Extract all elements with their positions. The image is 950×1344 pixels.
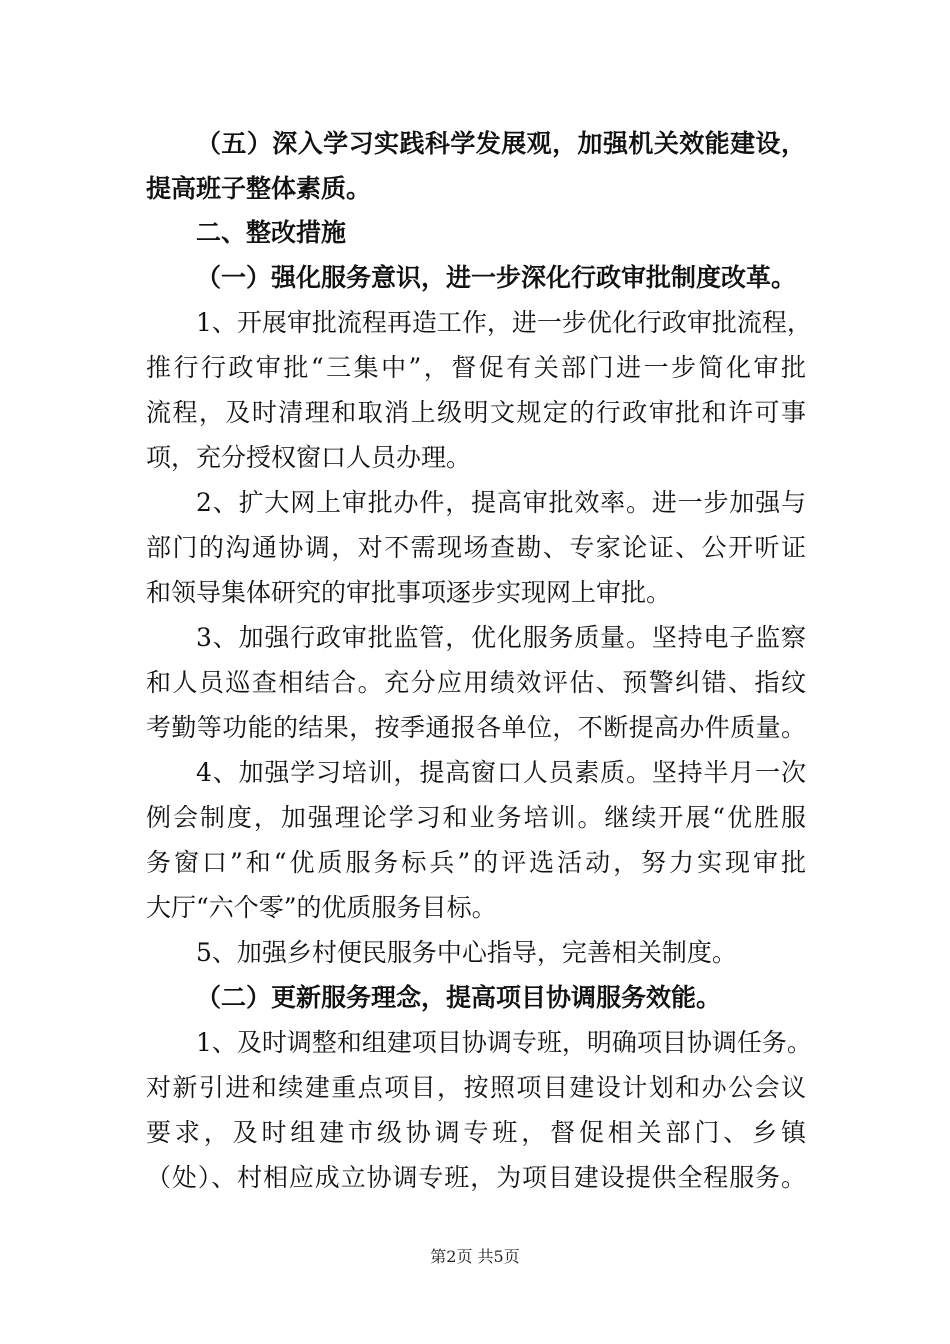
paragraph-4-line2: 例会制度，加强理论学习和业务培训。继续开展“优胜服: [146, 803, 806, 832]
section-heading-five-line2: 提高班子整体素质。: [146, 174, 372, 203]
subsection-heading-one: （一）强化服务意识，进一步深化行政审批制度改革。: [196, 263, 797, 292]
section-heading-measures: 二、整改措施: [196, 218, 347, 247]
paragraph-3-line2: 和人员巡查相结合。充分应用绩效评估、预警纠错、指纹: [146, 668, 806, 697]
paragraph-1-line2: 推行行政审批“三集中”，督促有关部门进一步简化审批: [146, 353, 806, 382]
paragraph-1-line1: 1、开展审批流程再造工作，进一步优化行政审批流程，: [196, 308, 812, 337]
paragraph-2-line2: 部门的沟通协调，对不需现场查勘、专家论证、公开听证: [146, 533, 806, 562]
paragraph-2-line3: 和领导集体研究的审批事项逐步实现网上审批。: [146, 578, 672, 607]
paragraph-4-line1: 4、加强学习培训，提高窗口人员素质。坚持半月一次: [196, 758, 806, 787]
paragraph-3-line3: 考勤等功能的结果，按季通报各单位，不断提高办件质量。: [146, 713, 806, 742]
paragraph-6-line1: 1、及时调整和组建项目协调专班，明确项目协调任务。: [196, 1028, 812, 1057]
paragraph-3-line1: 3、加强行政审批监管，优化服务质量。坚持电子监察: [196, 623, 806, 652]
paragraph-6-line2: 对新引进和续建重点项目，按照项目建设计划和办公会议: [146, 1073, 806, 1102]
paragraph-5-line1: 5、加强乡村便民服务中心指导，完善相关制度。: [196, 938, 737, 967]
paragraph-2-line1: 2、扩大网上审批办件，提高审批效率。进一步加强与: [196, 488, 806, 517]
paragraph-4-line4: 大厅“六个零”的优质服务目标。: [146, 893, 497, 922]
page-footer: 第2页 共5页: [430, 1247, 520, 1266]
paragraph-6-line3: 要求，及时组建市级协调专班，督促相关部门、乡镇: [146, 1118, 806, 1147]
subsection-heading-two: （二）更新服务理念，提高项目协调服务效能。: [196, 983, 722, 1012]
paragraph-1-line4: 项，充分授权窗口人员办理。: [146, 443, 472, 472]
paragraph-1-line3: 流程，及时清理和取消上级明文规定的行政审批和许可事: [146, 398, 806, 427]
paragraph-6-line4: （处）、村相应成立协调专班，为项目建设提供全程服务。: [146, 1163, 806, 1192]
paragraph-4-line3: 务窗口”和“优质服务标兵”的评选活动，努力实现审批: [146, 848, 806, 877]
section-heading-five-line1: （五）深入学习实践科学发展观，加强机关效能建设，: [196, 129, 806, 158]
